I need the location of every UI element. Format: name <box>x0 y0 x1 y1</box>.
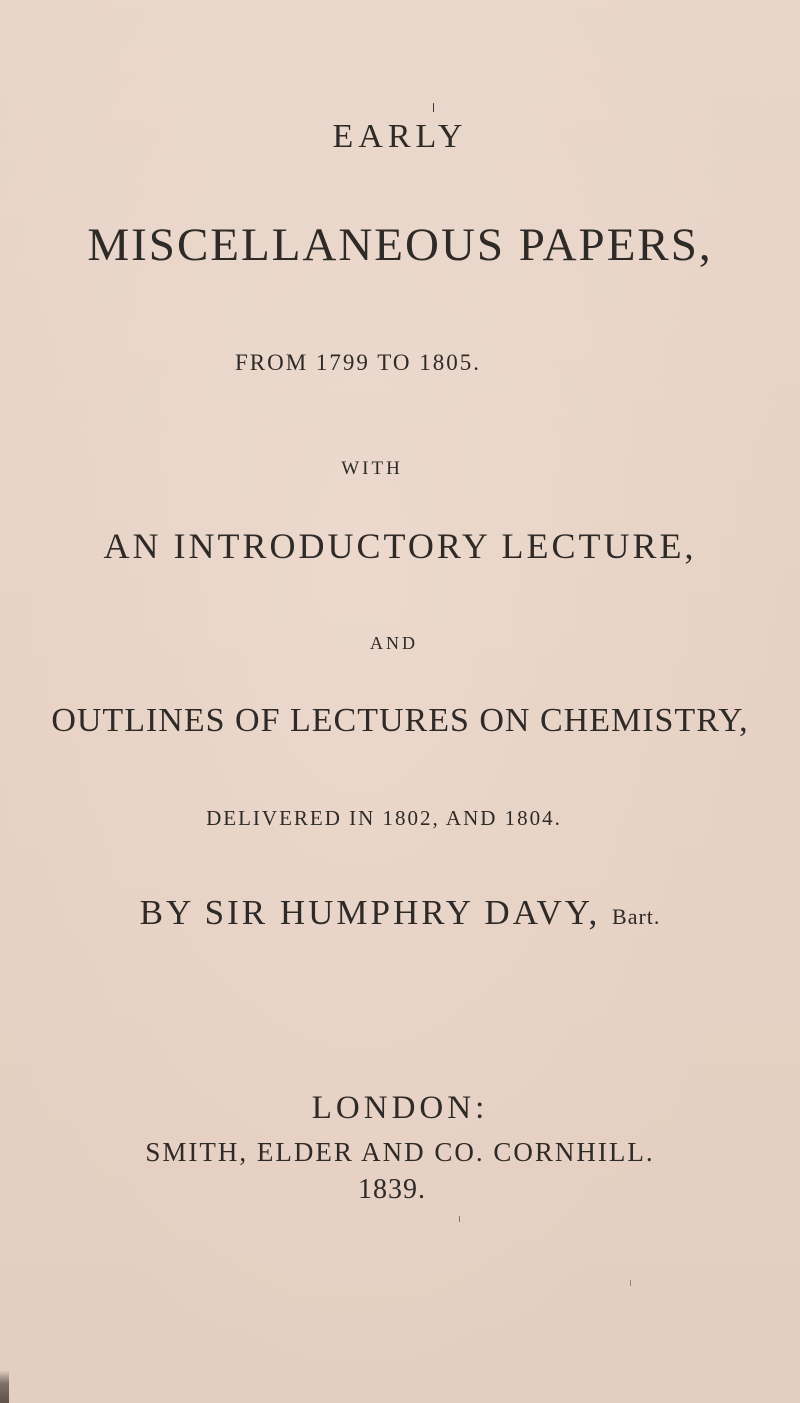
imprint-year: 1839. <box>358 1174 426 1205</box>
connector-and: AND <box>370 633 418 653</box>
edge-smudge <box>0 1370 9 1403</box>
author-title: Bart. <box>612 904 661 929</box>
subtitle-introductory-lecture: AN INTRODUCTORY LECTURE, <box>103 526 697 566</box>
ink-speck <box>630 1280 631 1286</box>
delivered-line: DELIVERED IN 1802, AND 1804. <box>206 806 562 830</box>
author-name: BY SIR HUMPHRY DAVY, <box>139 893 613 932</box>
connector-with: WITH <box>341 458 403 479</box>
imprint-city: LONDON: <box>311 1090 489 1126</box>
title-line-early: EARLY <box>332 118 468 155</box>
ink-speck <box>459 1216 460 1222</box>
author-line <box>0 895 800 930</box>
imprint-publisher: SMITH, ELDER AND CO. CORNHILL. <box>145 1137 655 1167</box>
date-range-line: FROM 1799 TO 1805. <box>234 350 482 375</box>
title-line-main: MISCELLANEOUS PAPERS, <box>87 219 713 271</box>
subtitle-outlines: OUTLINES OF LECTURES ON CHEMISTRY, <box>51 702 749 739</box>
ink-speck <box>433 103 434 112</box>
